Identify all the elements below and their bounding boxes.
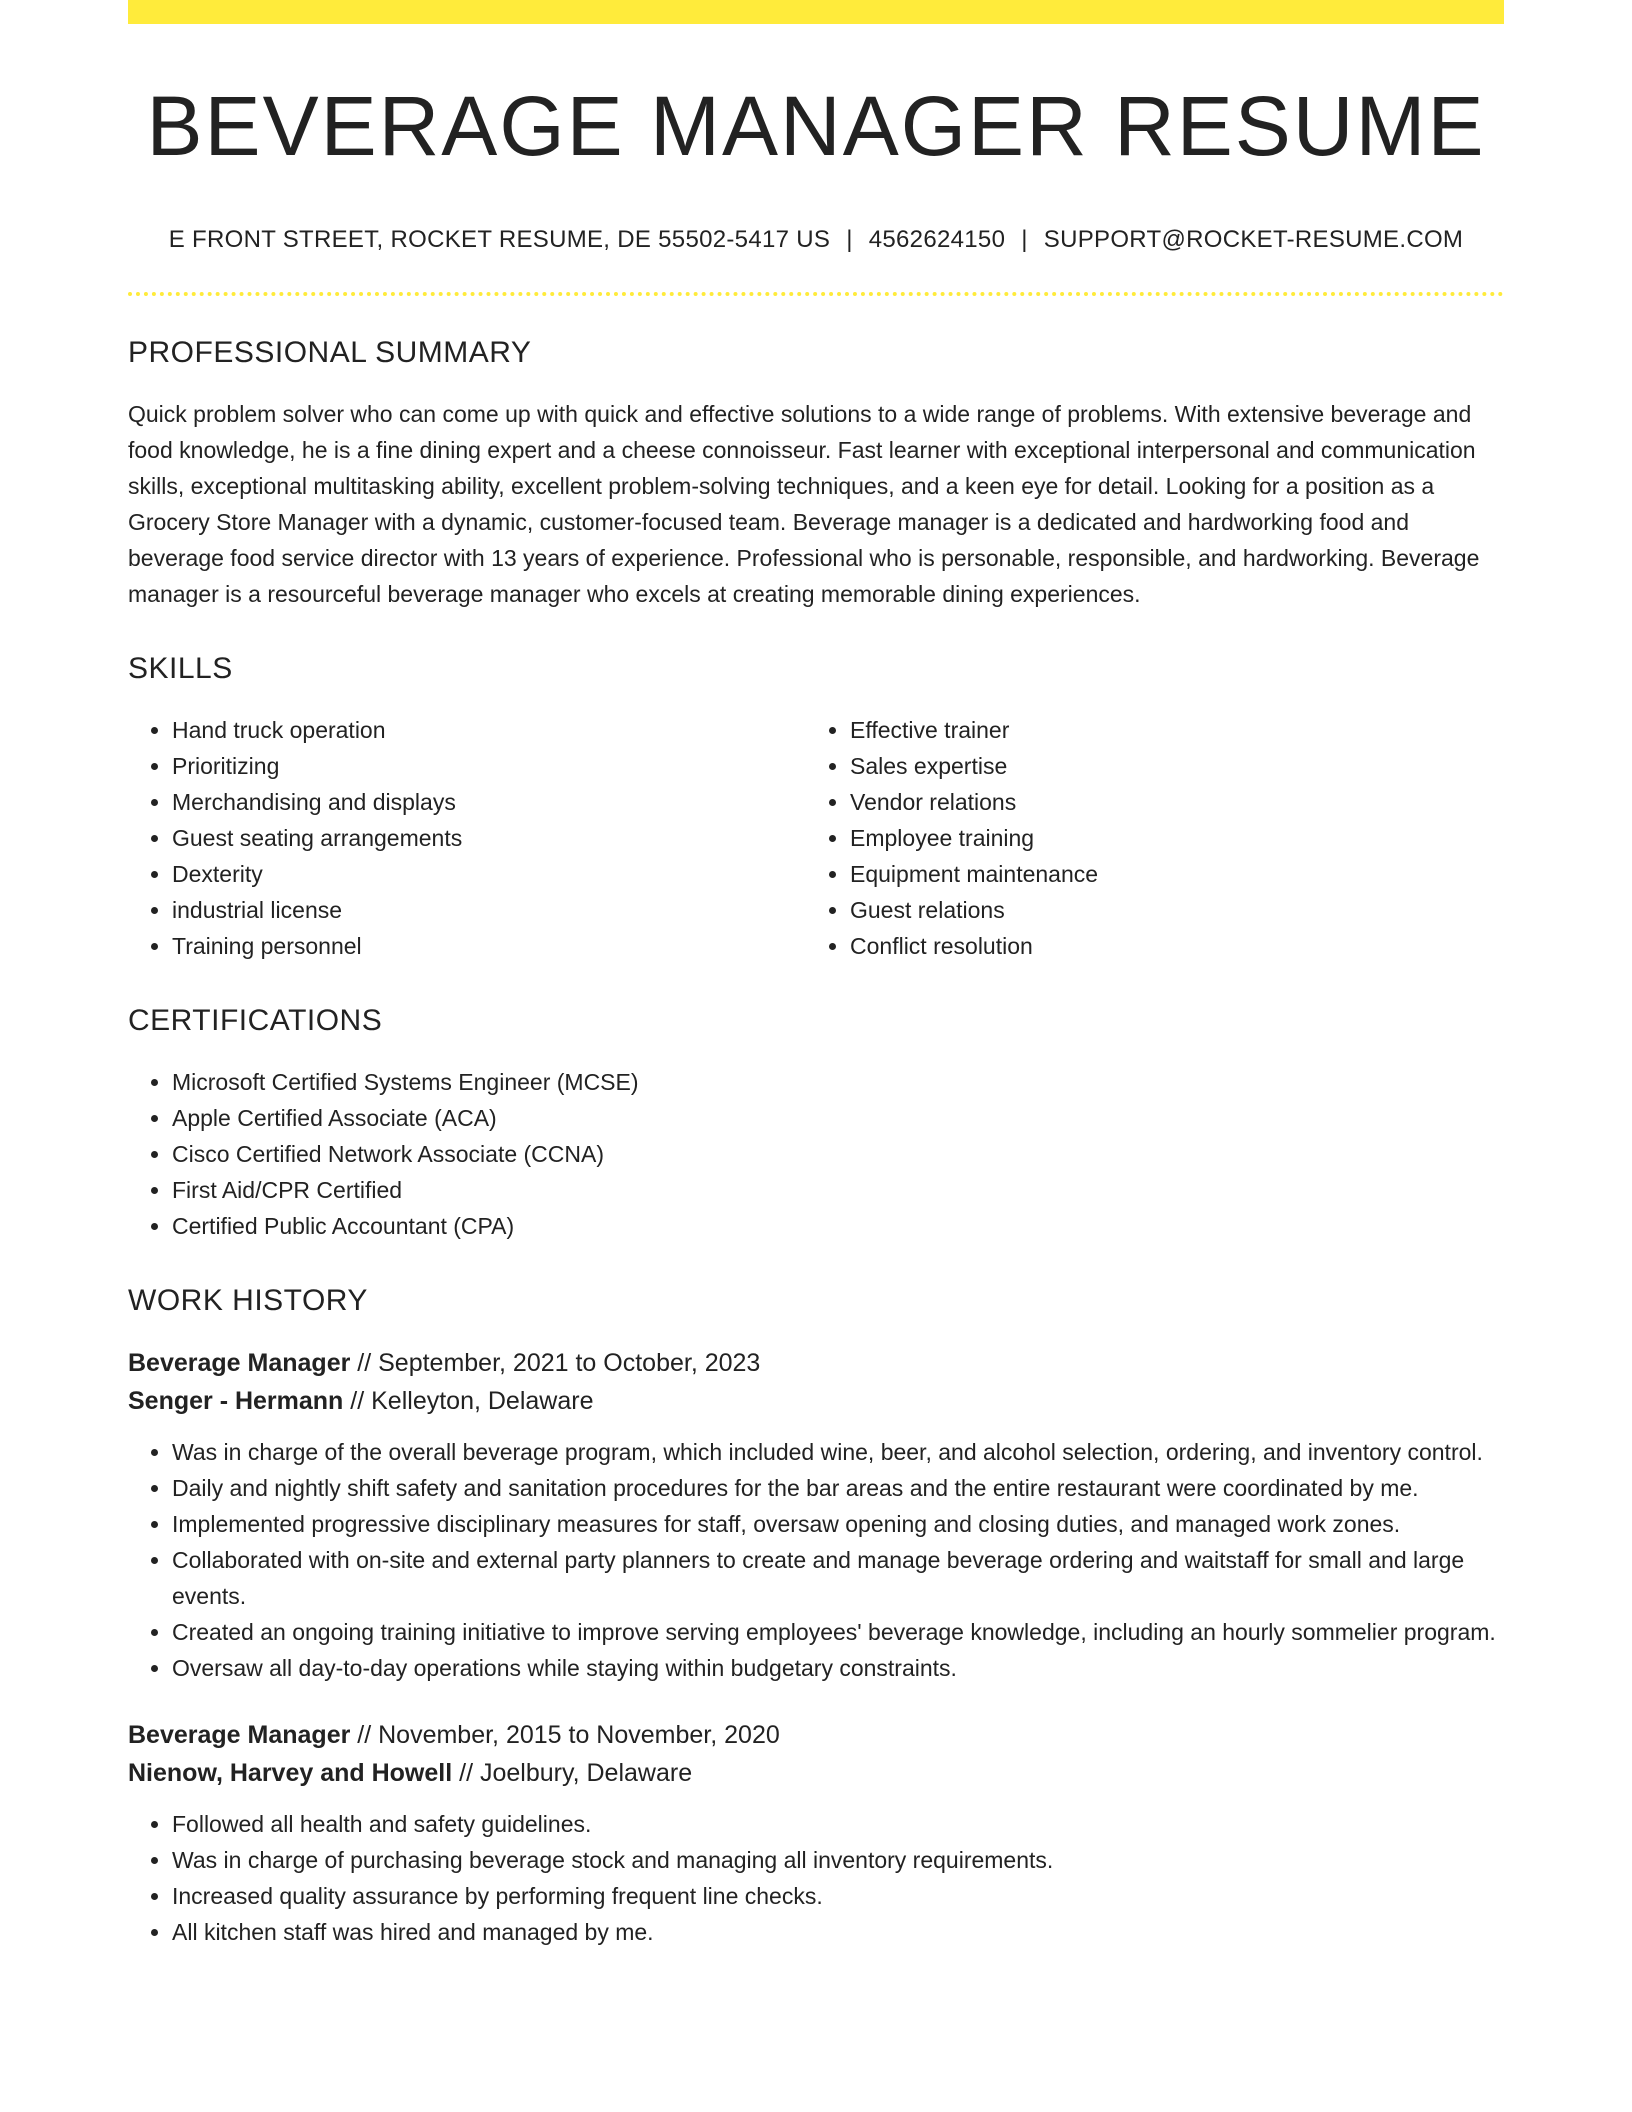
job-duty-item: • Was in charge of the overall beverage program, which included wine, beer, and alcohol selection, ordering, and inventory control. [172, 1434, 1504, 1470]
job-duty-item: • Implemented progressive disciplinary measures for staff, oversaw opening and closing duties, and managed work zones. [172, 1506, 1504, 1542]
certifications-list [128, 1064, 1504, 1244]
skills-column-left [128, 712, 806, 964]
certification-item: • Apple Certified Associate (ACA) [172, 1100, 1504, 1136]
job-duty-item: • Followed all health and safety guidelines. [172, 1806, 1504, 1842]
job-role: Beverage Manager [128, 1721, 351, 1750]
contact-address: E FRONT STREET, ROCKET RESUME, DE 55502-5417 US [168, 226, 831, 254]
skill-item: • Dexterity [172, 856, 806, 892]
skill-item: • Merchandising and displays [172, 784, 806, 820]
job-duty-item: • Daily and nightly shift safety and sanitation procedures for the bar areas and the entire restaurant were coordinated by me. [172, 1470, 1504, 1506]
skill-item: • Guest seating arrangements [172, 820, 806, 856]
certifications-heading: CERTIFICATIONS [128, 1004, 383, 1038]
skills-list-left [128, 712, 806, 964]
skill-item: • Prioritizing [172, 748, 806, 784]
dotted-divider [128, 292, 1504, 296]
contact-separator: | [846, 226, 853, 254]
job-duty-item: • Created an ongoing training initiative to improve serving employees' beverage knowledge, including an hourly sommelier program. [172, 1614, 1504, 1650]
skill-item: • Employee training [850, 820, 1484, 856]
resume-title: BEVERAGE MANAGER RESUME [146, 79, 1486, 173]
job-entry [128, 1716, 1504, 1950]
certification-item: • Microsoft Certified Systems Engineer (MCSE) [172, 1064, 1504, 1100]
job-company: Nienow, Harvey and Howell [128, 1759, 453, 1788]
skills-column-right [806, 712, 1484, 964]
job-duty-item: • Collaborated with on-site and external party planners to create and manage beverage ordering and waitstaff for small and large events. [172, 1542, 1504, 1614]
certification-item: • First Aid/CPR Certified [172, 1172, 1504, 1208]
certifications-section [128, 1004, 1504, 1244]
skill-item: • Guest relations [850, 892, 1484, 928]
job-company-line [128, 1382, 1504, 1420]
skill-item: • Effective trainer [850, 712, 1484, 748]
skills-section [128, 652, 1504, 964]
skill-item: • Vendor relations [850, 784, 1484, 820]
skill-item: • Sales expertise [850, 748, 1484, 784]
summary-text: Quick problem solver who can come up with quick and effective solutions to a wide range of problems. With extensive beverage and food knowledge, he is a fine dining expert and a cheese connoisseur. Fast learner with exceptional interpersonal and communication skills, exceptional multitasking ability, excellent problem-solving techniques, and a keen eye for detail. Looking for a position as a Grocery Store Manager with a dynamic, customer-focused team. Beverage manager is a dedicated and hardworking food and beverage food service director with 13 years of experience. Professional who is personable, responsible, and hardworking. Beverage manager is a resourceful beverage manager who excels at creating memorable dining experiences. [128, 401, 1480, 608]
summary-heading: PROFESSIONAL SUMMARY [128, 336, 532, 370]
job-dates: // November, 2015 to November, 2020 [357, 1721, 780, 1750]
skill-item: • Conflict resolution [850, 928, 1484, 964]
summary-section [128, 336, 1504, 612]
resume-page [128, 0, 1504, 1980]
job-entry [128, 1344, 1504, 1686]
job-duty-item: • Was in charge of purchasing beverage stock and managing all inventory requirements. [172, 1842, 1504, 1878]
job-role-line [128, 1344, 1504, 1382]
skills-list-right [806, 712, 1484, 964]
contact-phone: 4562624150 [868, 226, 1006, 254]
skill-item: • Training personnel [172, 928, 806, 964]
job-duty-item: • Increased quality assurance by performing frequent line checks. [172, 1878, 1504, 1914]
certification-item: • Cisco Certified Network Associate (CCNA) [172, 1136, 1504, 1172]
work-history-heading: WORK HISTORY [128, 1284, 368, 1318]
job-dates: // September, 2021 to October, 2023 [357, 1349, 761, 1378]
job-location: // Joelbury, Delaware [459, 1759, 693, 1788]
skills-grid [128, 712, 1504, 964]
contact-email: SUPPORT@ROCKET-RESUME.COM [1043, 226, 1464, 254]
top-accent-bar [128, 0, 1504, 24]
contact-separator: | [1021, 226, 1028, 254]
work-history-section [128, 1284, 1504, 1950]
job-duty-item: • All kitchen staff was hired and managed by me. [172, 1914, 1504, 1950]
contact-line [128, 226, 1504, 254]
job-location: // Kelleyton, Delaware [350, 1387, 594, 1416]
job-role: Beverage Manager [128, 1349, 351, 1378]
job-company: Senger - Hermann [128, 1387, 344, 1416]
job-duty-item: • Oversaw all day-to-day operations while staying within budgetary constraints. [172, 1650, 1504, 1686]
job-company-line [128, 1754, 1504, 1792]
skill-item: • industrial license [172, 892, 806, 928]
job-duties-list [128, 1806, 1504, 1950]
job-role-line [128, 1716, 1504, 1754]
skills-heading: SKILLS [128, 652, 233, 686]
skill-item: • Hand truck operation [172, 712, 806, 748]
job-duties-list [128, 1434, 1504, 1686]
skill-item: • Equipment maintenance [850, 856, 1484, 892]
certification-item: • Certified Public Accountant (CPA) [172, 1208, 1504, 1244]
